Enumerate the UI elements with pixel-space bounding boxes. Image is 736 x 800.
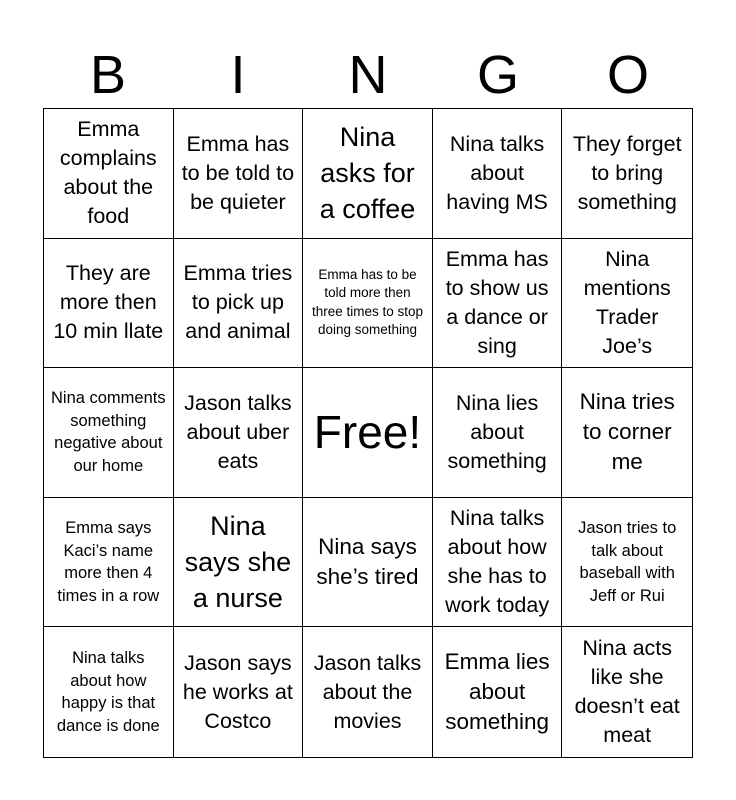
cell-text: Emma lies about something [444,649,550,735]
cell-text: Nina asks for a coffee [319,122,416,225]
bingo-cell-r4-c2[interactable] [174,498,304,628]
bingo-cell-r2-c1[interactable] [44,239,174,369]
bingo-cell-r5-c2[interactable] [174,627,304,757]
cell-text: Emma complains about the food [59,117,157,229]
bingo-cell-r5-c3[interactable] [303,627,433,757]
bingo-cell-r5-c5[interactable] [562,627,692,757]
cell-text: Jason tries to talk about baseball with Jeff or Rui [578,519,677,605]
cell-text: Emma tries to pick up and animal [183,261,293,344]
cell-text: Jason talks about the movies [313,650,422,733]
cell-text: Emma says Kaci’s name more then 4 times in a row [57,519,160,605]
bingo-cell-r1-c4[interactable] [433,109,563,239]
bingo-cell-r1-c5[interactable] [562,109,692,239]
bingo-cell-r3-c1[interactable] [44,368,174,498]
cell-text: Nina says she a nurse [184,511,292,614]
header-letter-n: N [348,45,388,105]
header-letter-g: G [476,45,519,105]
bingo-cell-r4-c3[interactable] [303,498,433,628]
bingo-cell-r2-c5[interactable] [562,239,692,369]
bingo-cell-r1-c2[interactable] [174,109,304,239]
bingo-cell-free[interactable] [303,368,433,498]
cell-text: Jason talks about uber eats [184,390,292,473]
cell-text: Nina says she’s tired [316,534,419,590]
bingo-grid [43,108,693,758]
bingo-cell-r4-c5[interactable] [562,498,692,628]
bingo-cell-r2-c4[interactable] [433,239,563,369]
bingo-cell-r2-c3[interactable] [303,239,433,369]
cell-text: Nina tries to corner me [579,389,675,475]
bingo-cell-r2-c2[interactable] [174,239,304,369]
cell-text: Nina talks about how happy is that dance is done [56,649,160,735]
cell-text: Jason says he works at Costco [182,650,293,733]
free-space-label: Free! [313,406,422,459]
header-letter-i: I [230,45,246,105]
header-letter-b: B [89,45,127,105]
bingo-cell-r5-c1[interactable] [44,627,174,757]
cell-text: Emma has to show us a dance or sing [445,246,549,358]
cell-text: Nina talks about how she has to work today [445,506,550,618]
cell-text: They forget to bring something [572,131,682,214]
cell-text: Nina acts like she doesn’t eat meat [574,636,680,748]
cell-text: Nina mentions Trader Joe’s [583,246,671,358]
cell-text: Nina talks about having MS [446,131,548,214]
bingo-cell-r4-c4[interactable] [433,498,563,628]
bingo-cell-r5-c4[interactable] [433,627,563,757]
bingo-cell-r4-c1[interactable] [44,498,174,628]
cell-text: Nina comments something negative about our home [50,389,166,475]
bingo-cell-r3-c2[interactable] [174,368,304,498]
cell-text: They are more then 10 min llate [53,261,164,344]
cell-text: Nina lies about something [447,390,547,473]
bingo-cell-r3-c5[interactable] [562,368,692,498]
bingo-header [43,42,693,108]
cell-text: Emma has to be told to be quieter [181,131,295,214]
bingo-cell-r1-c1[interactable] [44,109,174,239]
cell-text: Emma has to be told more then three times to stop doing something [311,266,424,338]
bingo-cell-r3-c4[interactable] [433,368,563,498]
header-letter-o: O [606,45,649,105]
bingo-cell-r1-c3[interactable] [303,109,433,239]
